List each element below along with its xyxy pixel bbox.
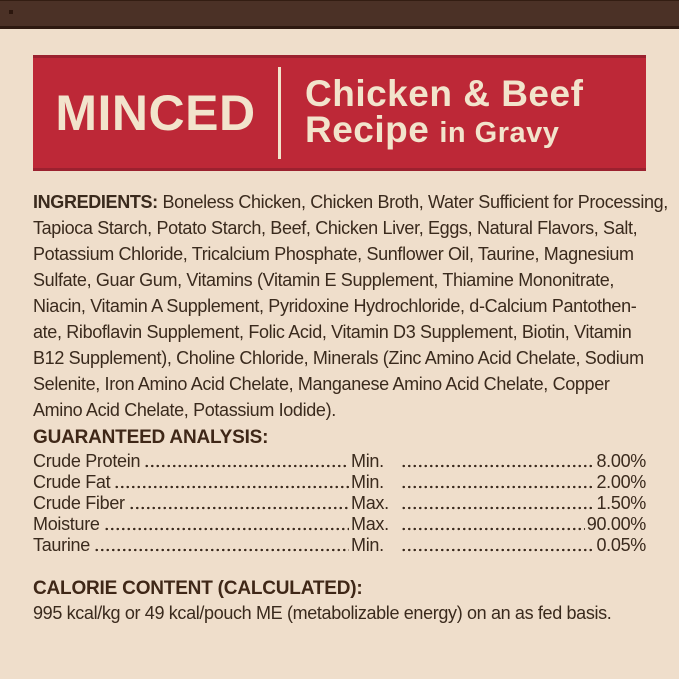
banner-variant-section [33,84,278,142]
recipe-name-line1: Chicken & Beef [305,72,584,114]
nutrient-qualifier: Min. [351,451,384,471]
recipe-suffix: in Gravy [439,116,560,149]
table-row [33,493,646,514]
dot-leader [401,526,585,532]
ingredients-line: Sulfate, Guar Gum, Vitamins (Vitamin E Supplement, Thiamine Mononitrate, [33,270,615,290]
calorie-content-title: CALORIE CONTENT (CALCULATED): [33,578,363,599]
recipe-banner [33,55,646,171]
nutrient-value: 2.00% [596,472,646,492]
dot-leader [104,526,349,532]
ingredients-line: Tapioca Starch, Potato Starch, Beef, Chicken Liver, Eggs, Natural Flavors, Salt, [33,218,638,238]
dot-leader [401,484,594,490]
ingredients-line: Selenite, Iron Amino Acid Chelate, Manganese Amino Acid Chelate, Copper [33,374,610,394]
guaranteed-analysis-title: GUARANTEED ANALYSIS: [33,427,269,448]
label-speck [9,10,13,14]
label-panel [0,55,679,626]
dot-leader [114,484,349,490]
nutrient-value: 1.50% [596,493,646,513]
nutrient-name: Crude Fat [33,472,111,492]
ingredients-line: ate, Riboflavin Supplement, Folic Acid, Vitamin D3 Supplement, Biotin, Vitamin [33,322,632,342]
recipe-word: Recipe [305,108,430,150]
dot-leader [94,547,349,553]
guaranteed-analysis-table [33,451,646,556]
nutrient-name: Moisture [33,514,100,534]
ingredients-label: INGREDIENTS: [33,192,158,212]
ingredients-line: B12 Supplement), Choline Chloride, Minerals (Zinc Amino Acid Chelate, Sodium [33,348,644,368]
dot-leader [401,505,594,511]
nutrient-qualifier: Max. [351,514,389,534]
dot-leader [401,463,594,469]
ingredients-line: Niacin, Vitamin A Supplement, Pyridoxine Hydrochloride, d-Calcium Pantothen- [33,296,637,316]
nutrient-qualifier: Max. [351,493,389,513]
nutrient-qualifier: Min. [351,472,384,492]
table-row [33,514,646,535]
nutrient-value: 90.00% [586,514,646,534]
variant-name: MINCED [55,85,256,141]
top-brown-bar [0,0,679,29]
ingredients-section [33,189,668,423]
table-row [33,472,646,493]
ingredients-text: Boneless Chicken, Chicken Broth, Water Sufficient for Processing, [157,192,668,212]
dot-leader [144,463,349,469]
nutrient-value: 8.00% [596,451,646,471]
nutrient-value: 0.05% [596,535,646,555]
ingredients-line: Amino Acid Chelate, Potassium Iodide). [33,400,336,420]
dot-leader [129,505,349,511]
nutrient-name: Taurine [33,535,90,555]
table-row [33,451,646,472]
banner-recipe-section [281,72,584,151]
ingredients-line [33,189,668,215]
nutrient-name: Crude Protein [33,451,141,471]
nutrient-qualifier: Min. [351,535,384,555]
recipe-name-line2 [305,108,583,151]
calorie-content-text: 995 kcal/kg or 49 kcal/pouch ME (metabolizable energy) on an as fed basis. [33,603,612,623]
ingredients-line: Potassium Chloride, Tricalcium Phosphate, Sunflower Oil, Taurine, Magnesium [33,244,634,264]
dot-leader [401,547,594,553]
table-row [33,535,646,556]
nutrient-name: Crude Fiber [33,493,125,513]
